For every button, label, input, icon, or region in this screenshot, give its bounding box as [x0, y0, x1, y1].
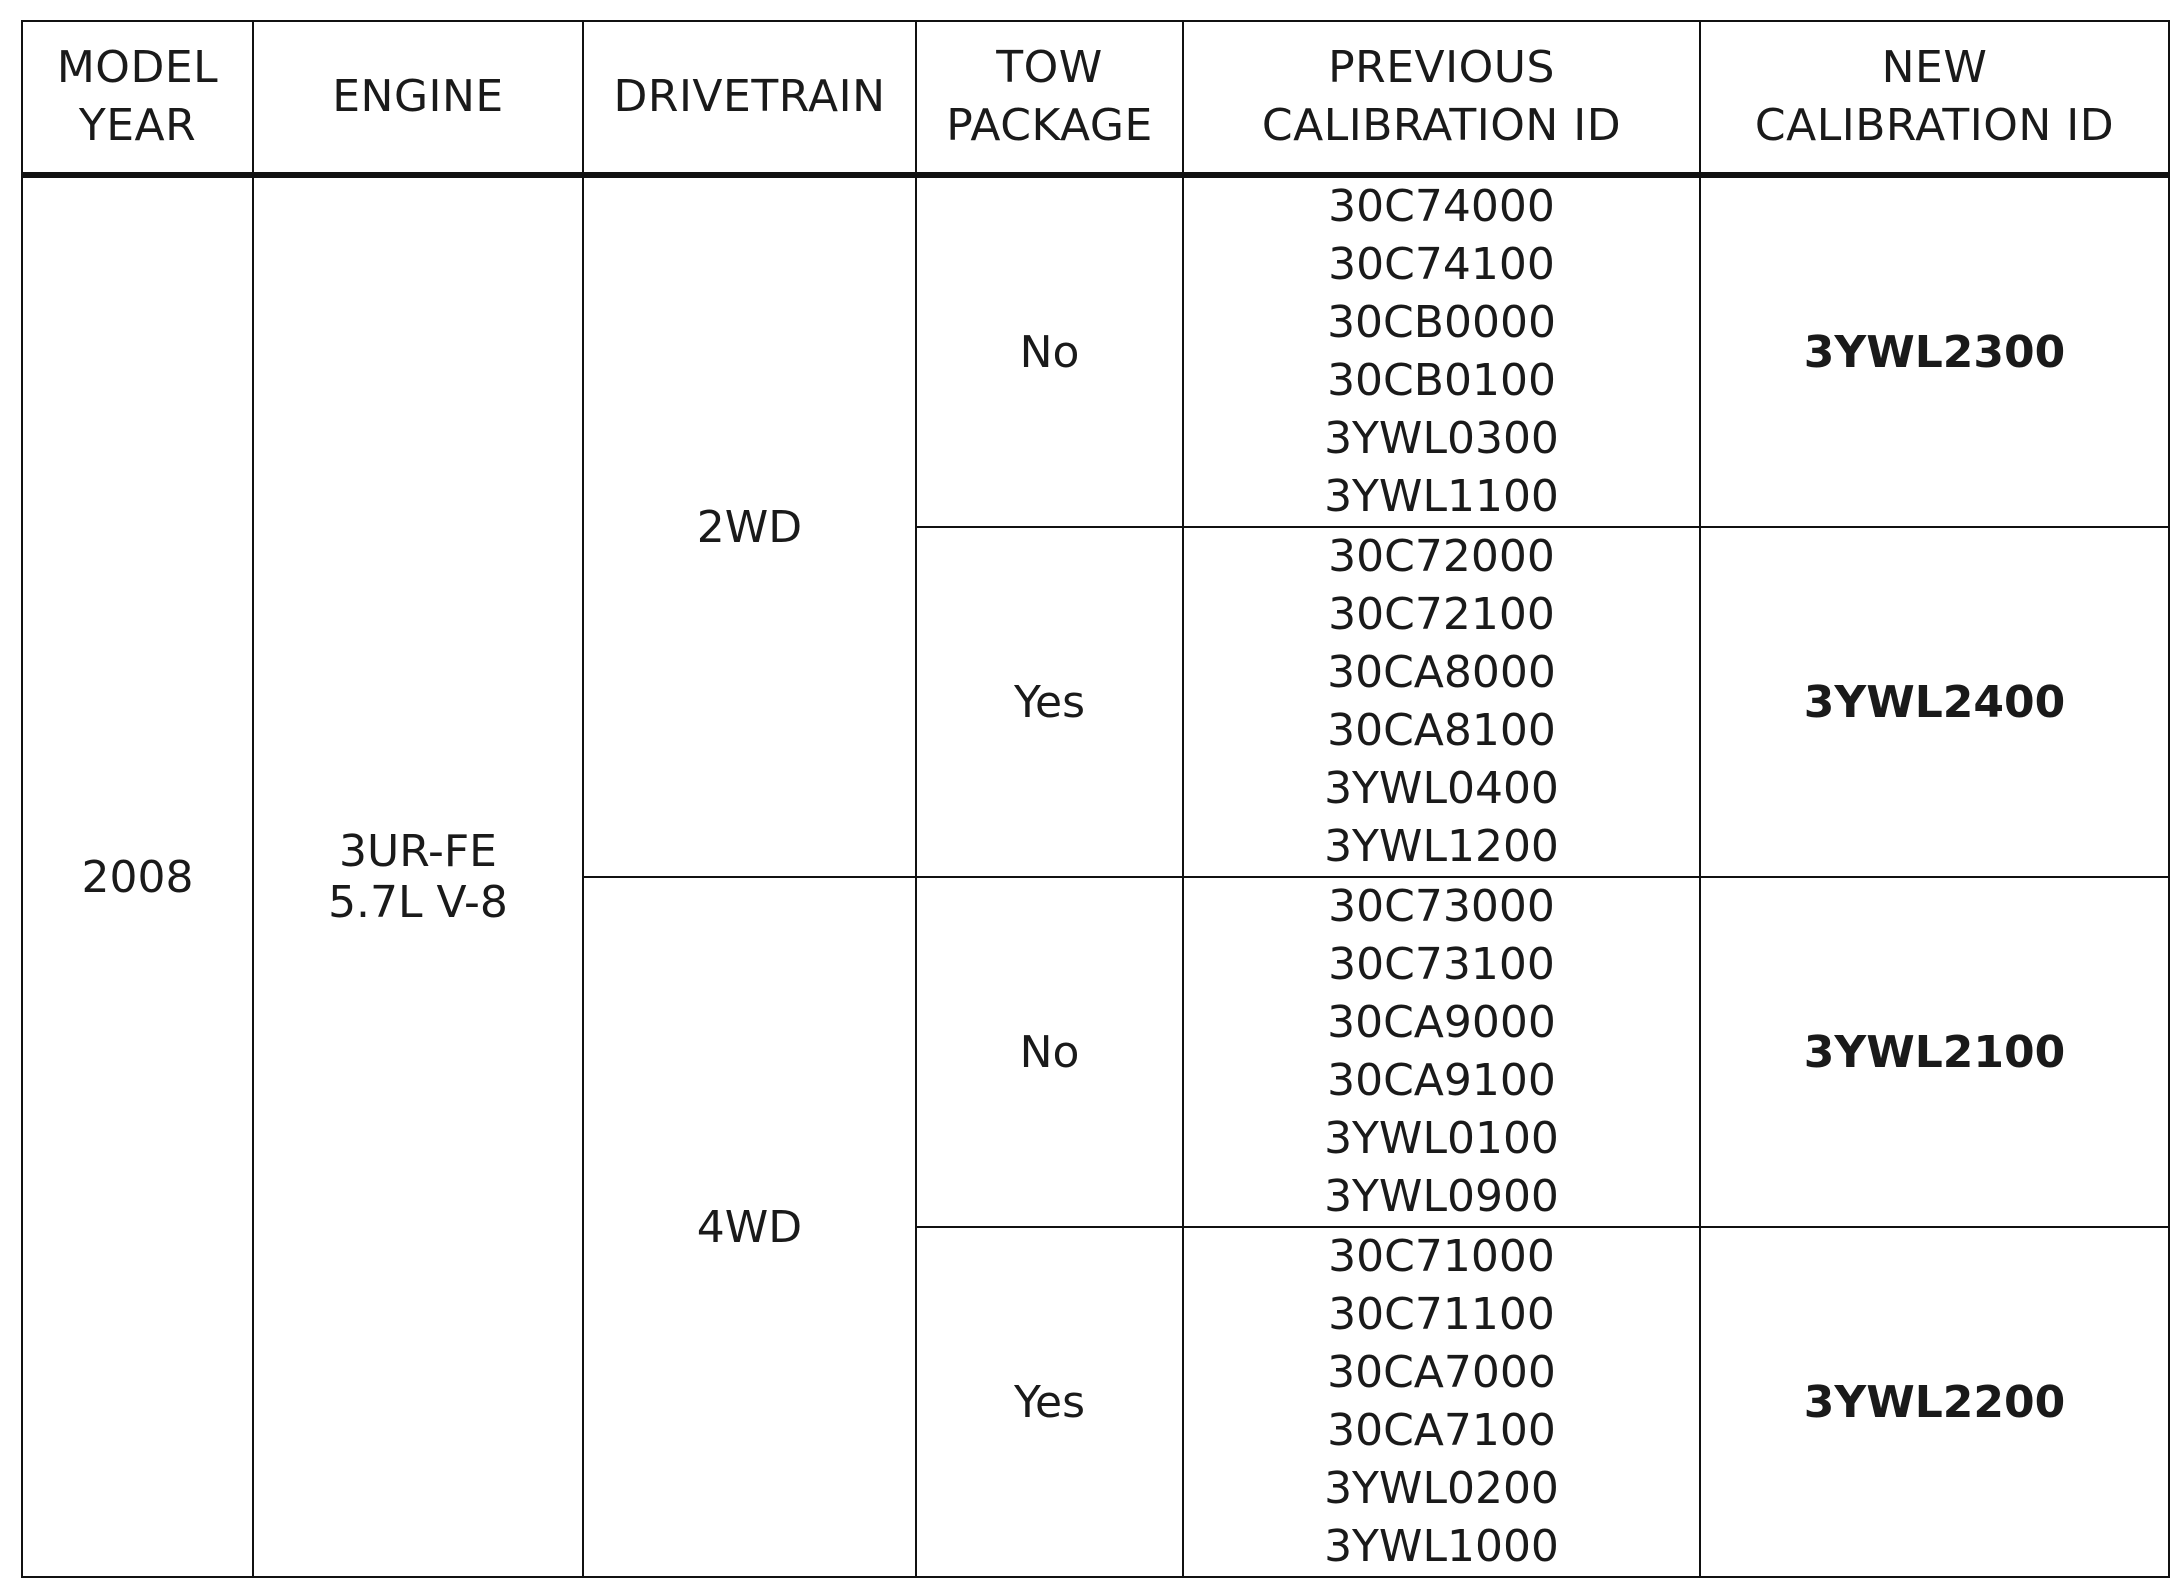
tow-package-cell: Yes — [916, 527, 1183, 877]
header-model-year: MODEL YEAR — [22, 21, 253, 175]
drivetrain-cell: 2WD — [583, 175, 916, 877]
previous-ids-cell: 30C74000 30C74100 30CB0000 30CB0100 3YWL0300 3YWL1100 — [1183, 175, 1700, 527]
engine-cell: 3UR-FE 5.7L V-8 — [253, 175, 583, 1577]
tow-package-cell: Yes — [916, 1227, 1183, 1577]
new-id-cell: 3YWL2300 — [1700, 175, 2169, 527]
tow-package-cell: No — [916, 175, 1183, 527]
drivetrain-cell: 4WD — [583, 877, 916, 1577]
new-id-cell: 3YWL2200 — [1700, 1227, 2169, 1577]
table-row — [22, 175, 2169, 527]
previous-ids-cell: 30C71000 30C71100 30CA7000 30CA7100 3YWL0200 3YWL1000 — [1183, 1227, 1700, 1577]
previous-ids-cell: 30C72000 30C72100 30CA8000 30CA8100 3YWL0400 3YWL1200 — [1183, 527, 1700, 877]
new-id-cell: 3YWL2400 — [1700, 527, 2169, 877]
header-row — [22, 21, 2169, 175]
previous-ids-cell: 30C73000 30C73100 30CA9000 30CA9100 3YWL0100 3YWL0900 — [1183, 877, 1700, 1227]
header-engine: ENGINE — [253, 21, 583, 175]
header-drivetrain: DRIVETRAIN — [583, 21, 916, 175]
calibration-table — [21, 20, 2170, 1578]
model-year-cell: 2008 — [22, 175, 253, 1577]
header-previous-calibration-id: PREVIOUS CALIBRATION ID — [1183, 21, 1700, 175]
new-id-cell: 3YWL2100 — [1700, 877, 2169, 1227]
header-new-calibration-id: NEW CALIBRATION ID — [1700, 21, 2169, 175]
header-tow-package: TOW PACKAGE — [916, 21, 1183, 175]
tow-package-cell: No — [916, 877, 1183, 1227]
